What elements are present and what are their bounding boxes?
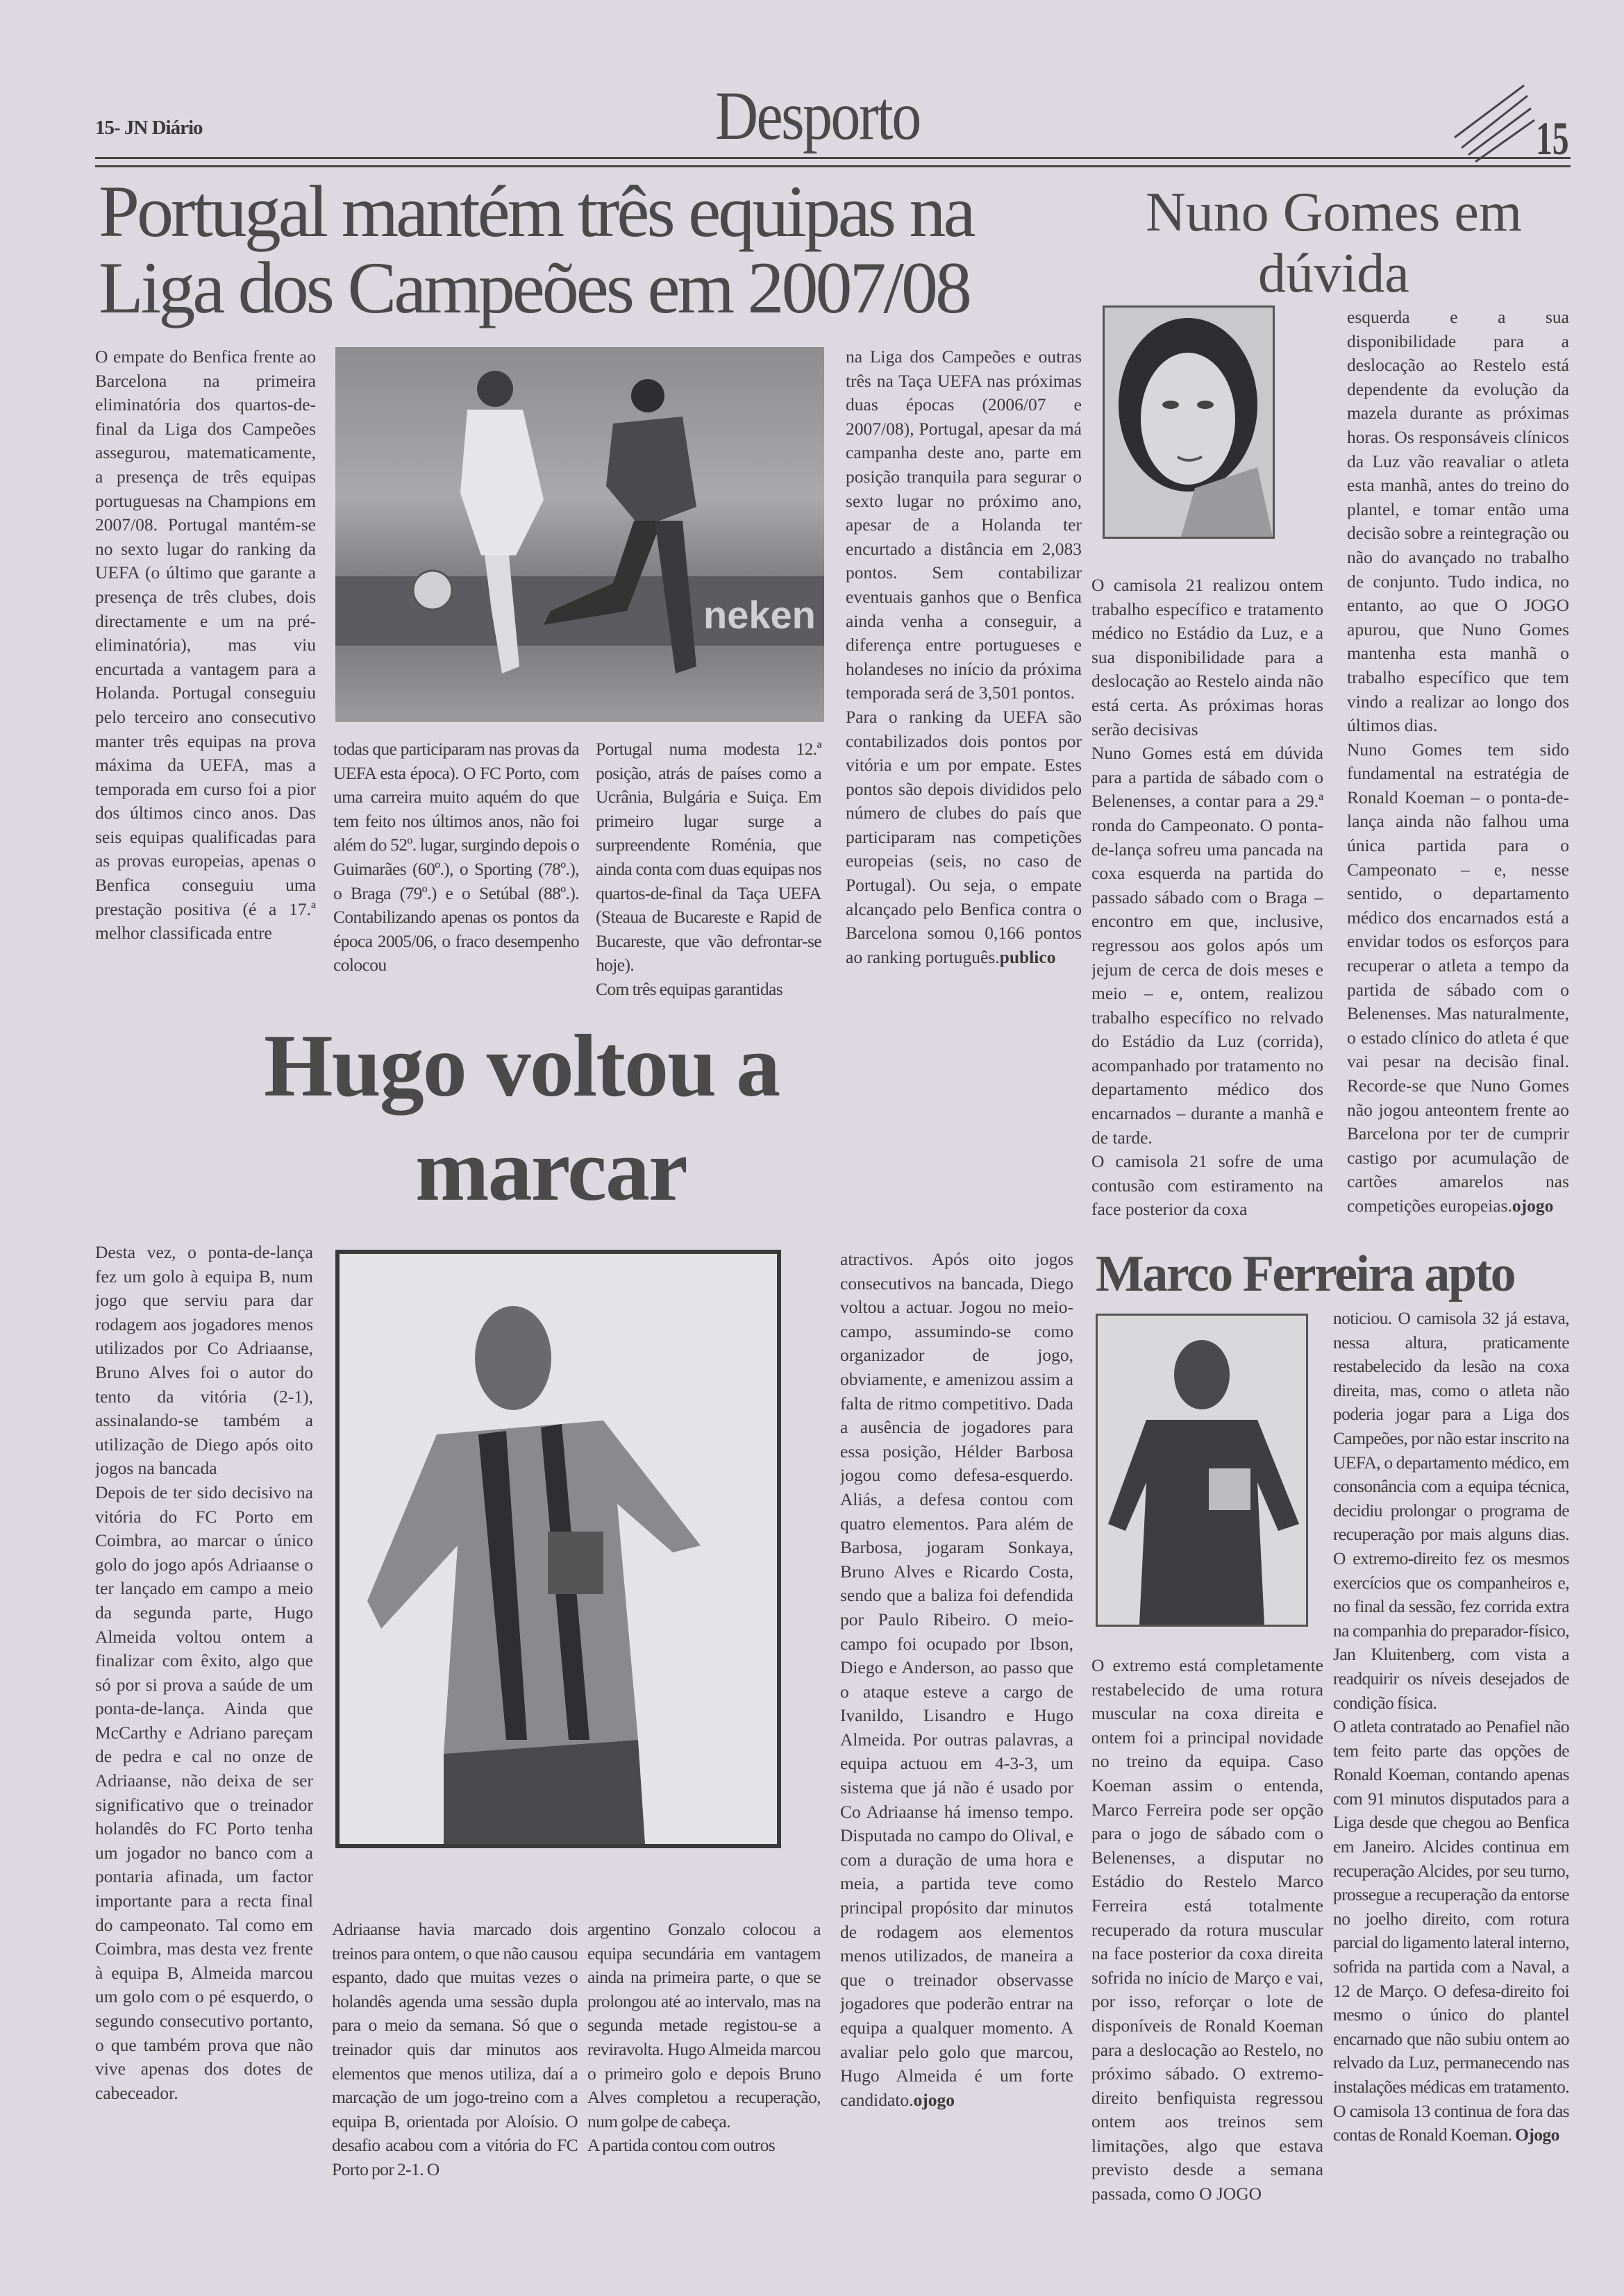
photo-marco-ferreira [1096,1314,1308,1627]
photo-nuno-gomes [1103,305,1275,539]
photo-benfica-barcelona [335,347,824,722]
ranking-column-1: O empate do Benfica frente ao Barcelona na primeira eliminatória dos quartos-de-final da Liga dos Campeões assegurou, matematicamente, a presença de três equipas portuguesas na Champions em 2007/08. Portugal mantém-se no sexto lugar do ranking da UEFA (o último que garante a presença de três clubes, dois directamente e um na pré-eliminatória), mas viu encurtada a vantagem para a Holanda. Portugal conseguiu pelo terceiro ano consecutivo manter três equipas na prova máxima da UEFA, mas a temporada em curso foi a pior dos últimos cinco anos. Das seis equipas qualificadas para as provas europeias, apenas o Benfica conseguiu uma prestação positiva (é a 17.ª melhor classificada entre [95,346,316,944]
hugo-column-3: argentino Gonzalo colocou a equipa secundária em vantagem ainda na primeira parte, o que se prolongou até ao intervalo, mas na segunda metade registou-se a reviravolta. Hugo Almeida marcou o primeiro golo e depois Bruno Alves completou a recuperação, num golpe de cabeça. A partida contou com outros [587,1919,821,2156]
headline-ranking-line2: Liga dos Campeões em 2007/08 [99,247,969,328]
hugo-column-1: Desta vez, o ponta-de-lança fez um golo à equipa B, num jogo que serviu para dar rodagem aos jogadores menos utilizados por Co Adriaanse, Bruno Alves foi o autor do tento da vitória (2-1), assinalando-se também a utilização de Diego após oito jogos na bancada Depois de ter sido decisivo na vitória do FC Porto em Coimbra, ao marcar o único golo do jogo após Adriaanse o ter lançado em campo a meio da segunda parte, Hugo Almeida voltou ontem a finalizar com êxito, algo que só por si prova a saúde de um ponta-de-lança. Ainda que McCarthy e Adriano pareçam de pedra e cal no onze de Adriaanse, não deixa de ser significativo que o treinador holandês do FC Porto tenha um jogador no banco com a pontaria afinada, um factor importante para a recta final do campeonato. Tal como em Coimbra, mas desta vez frente à equipa B, Almeida marcou um golo com o pé esquerdo, o segundo consecutivo portanto, o que também prova que não vive apenas dos dotes de cabeceador. [95,1242,313,2103]
svg-text:neken: neken [703,593,816,637]
ranking-column-4: na Liga dos Campeões e outras três na Taça UEFA nas próximas duas épocas (2006/07 e 2007/08), Portugal, apesar da má campanha deste ano, parte em posição tranquila para segurar o sexto lugar no próximo ano, apesar de a Holanda ter encurtado a distância em 2,083 pontos. Sem contabilizar eventuais ganhos que o Benfica ainda venha a conseguir, a diferença entre portugueses e holandeses no início da próxima temporada será de 3,501 pontos. Para o ranking da UEFA são contabilizados dois pontos por vitória e um por empate. Estes pontos são depois divididos pelo número de clubes do país que participaram nas competições europeias (seis, no caso de Portugal). Ou seja, o empate alcançado pelo Benfica contra o Barcelona somou 0,166 pontos ao ranking português.publico [846,346,1082,967]
marco-column-2: noticiou. O camisola 32 já estava, nessa altura, praticamente restabelecido da lesão na coxa direita, mas, como o atleta não poderia jogar para a Liga dos Campeões, por não estar inscrito na UEFA, o departamento médico, em consonância com a equipa técnica, decidiu prolongar o programa de recuperação por mais alguns dias. O extremo-direito fez os mesmos exercícios que os companheiros e, no final da sessão, fez corrida extra na companhia do preparador-físico, Jan Kluitenberg, com vista a readquirir os níveis desejados de condição física. O atleta contratado ao Penafiel não tem feito parte das opções de Ronald Koeman, contando apenas com 91 minutos disputados para a Liga desde que chegou ao Benfica em Janeiro. Alcides continua em recuperação Alcides, por seu turno, prossegue a recuperação da entorse no joelho direito, com rotura parcial do ligamento lateral interno, sofrida na partida com a Naval, a 12 de Março. O defesa-direito foi mesmo o único do plantel encarnado que não subiu ontem ao relvado da Luz, permanecendo nas instalações médicas em tratamento. O camisola 13 continua de fora das contas de Ronald Koeman. Ojogo [1333,1308,1569,2145]
headline-nuno-line1: Nuno Gomes em [1146,182,1523,243]
nuno-column-1: O camisola 21 realizou ontem trabalho específico e tratamento médico no Estádio da Luz, e a sua disponibilidade para a deslocação ao Restelo ainda não está certa. As próximas horas serão decisivas Nuno Gomes está em dúvida para a partida de sábado com o Belenenses, a contar para a 29.ª ronda do Campeonato. O ponta-de-lança sofreu uma pancada na coxa esquerda na partida do passado sábado com o Braga – encontro em que, inclusive, regressou aos golos após um jejum de cerca de dois meses e meio – e, ontem, realizou trabalho específico no relvado do Estádio da Luz (corrida), acompanhado por tratamento no departamento médico dos encarnados – durante a manhã e de tarde. O camisola 21 sofre de uma contusão com estiramento na face posterior da coxa [1091,575,1323,1220]
source-signature: publico [999,946,1056,967]
page-reference: 15- JN Diário [95,117,203,139]
marco-column-1: O extremo está completamente restabelecido de uma rotura muscular na coxa direita e ontem foi a principal novidade no treino da equipa. Caso Koeman assim o entenda, Marco Ferreira pode ser opção para o jogo de sábado com o Belenenses, a disputar no Estádio do Restelo Marco Ferreira está totalmente recuperado da rotura muscular na face posterior da coxa direita sofrida no início de Março e vai, por isso, reforçar o lote de disponíveis de Ronald Koeman para a deslocação ao Restelo, no próximo sábado. O extremo-direito benfiquista regressou ontem aos treinos sem limitações, algo que estava previsto desde a semana passada, como O JOGO [1091,1655,1323,2204]
headline-hugo-line2: marcar [415,1121,687,1219]
nuno-column-2: esquerda e a sua disponibilidade para a deslocação ao Restelo está dependente da evolução da mazela durante as próximas horas. Os responsáveis clínicos da Luz vão reavaliar o atleta esta manhã, antes do treino do plantel, e tomar então uma decisão sobre a reintegração ou não do avançado no trabalho de conjunto. Tudo indica, no entanto, ao que O JOGO apurou, que Nuno Gomes mantenha esta manhã o trabalho específico que tem vindo a realizar ao longo dos últimos dias. Nuno Gomes tem sido fundamental na estratégia de Ronald Koeman – o ponta-de-lança ainda não falhou uma única partida para o Campeonato – e, nesse sentido, o departamento médico dos encarnados está a envidar todos os esforços para recuperar o atleta a tempo da partida de sábado com o Belenenses. Mas naturalmente, o estado clínico do atleta é que vai pesar na decisão final. Recorde-se que Nuno Gomes não jogou anteontem frente ao Barcelona por ter de cumprir castigo por acumulação de cartões amarelos nas competições europeias.ojogo [1347,307,1569,1216]
section-title: Desporto [715,77,920,154]
football-players-image [335,347,824,722]
header-rule-top [95,157,1571,159]
source-signature: Ojogo [1515,2125,1559,2145]
page-number: 15 [1536,112,1569,165]
nuno-gomes-portrait-image [1105,308,1273,537]
source-signature: ojogo [913,2089,955,2110]
source-signature: ojogo [1512,1195,1554,1216]
hugo-almeida-player-image [340,1254,777,1844]
section-slash-logo-icon [1448,82,1538,165]
headline-nuno-line2: dúvida [1258,243,1409,304]
hugo-column-2: Adriaanse havia marcado dois treinos para ontem, o que não causou espanto, dado que muitas vezes o holandês agenda uma sessão dupla para o meio da semana. Só que o treinador quis dar minutos aos elementos que menos utiliza, daí a marcação de um jogo-treino com a equipa B, orientada por Aloísio. O desafio acabou com a vitória do FC Porto por 2-1. O [332,1919,578,2179]
marco-ferreira-player-image [1098,1316,1306,1625]
ranking-column-2: todas que participaram nas provas da UEFA esta época). O FC Porto, com uma carreira muito aquém do que tem feito nos últimos anos, não foi além do 52º. lugar, surgindo depois o Guimarães (60º.), o Sporting (78º.), o Braga (79º.) e o Setúbal (88º.). Contabilizando apenas os pontos da época 2005/06, o fraco desempenho colocou [333,739,579,975]
hugo-column-4: atractivos. Após oito jogos consecutivos na bancada, Diego voltou a actuar. Jogou no meio-campo, assumindo-se como organizador de jogo, obviamente, e amenizou assim a falta de ritmo competitivo. Dada a ausência de jogadores para essa posição, Hélder Barbosa jogou como defesa-esquerdo. Aliás, a defesa contou com quatro elementos. Para além de Barbosa, jogaram Sonkaya, Bruno Alves e Ricardo Costa, sendo que a baliza foi defendida por Paulo Ribeiro. O meio-campo foi ocupado por Ibson, Diego e Anderson, ao passo que o ataque esteve a cargo de Ivanildo, Lisandro e Hugo Almeida. Por outras palavras, a equipa actuou em 4-3-3, um sistema que já não é usado por Co Adriaanse há imenso tempo. Disputada no campo do Olival, e com a duração de uma hora e meia, a partida teve como principal propósito dar minutos de rodagem aos elementos menos utilizados, de maneira a que o treinador observasse jogadores que poderão entrar na equipa a qualquer momento. A avaliar pelo golo que marcou, Hugo Almeida é um forte candidato.ojogo [840,1249,1073,2110]
photo-hugo-almeida [335,1250,781,1848]
headline-marco: Marco Ferreira apto [1096,1246,1515,1302]
headline-hugo-line1: Hugo voltou a [264,1016,780,1115]
headline-ranking-line1: Portugal mantém três equipas na [99,171,973,252]
header-rule-bottom [95,165,1571,167]
ranking-column-3: Portugal numa modesta 12.ª posição, atrás de países como a Ucrânia, Bulgária e Suiça. Em primeiro lugar surge a surpreendente Roménia, que ainda conta com duas equipas nos quartos-de-final da Taça UEFA (Steaua de Bucareste e Rapid de Bucareste, que vão defrontar-se hoje). Com três equipas garantidas [596,739,821,998]
